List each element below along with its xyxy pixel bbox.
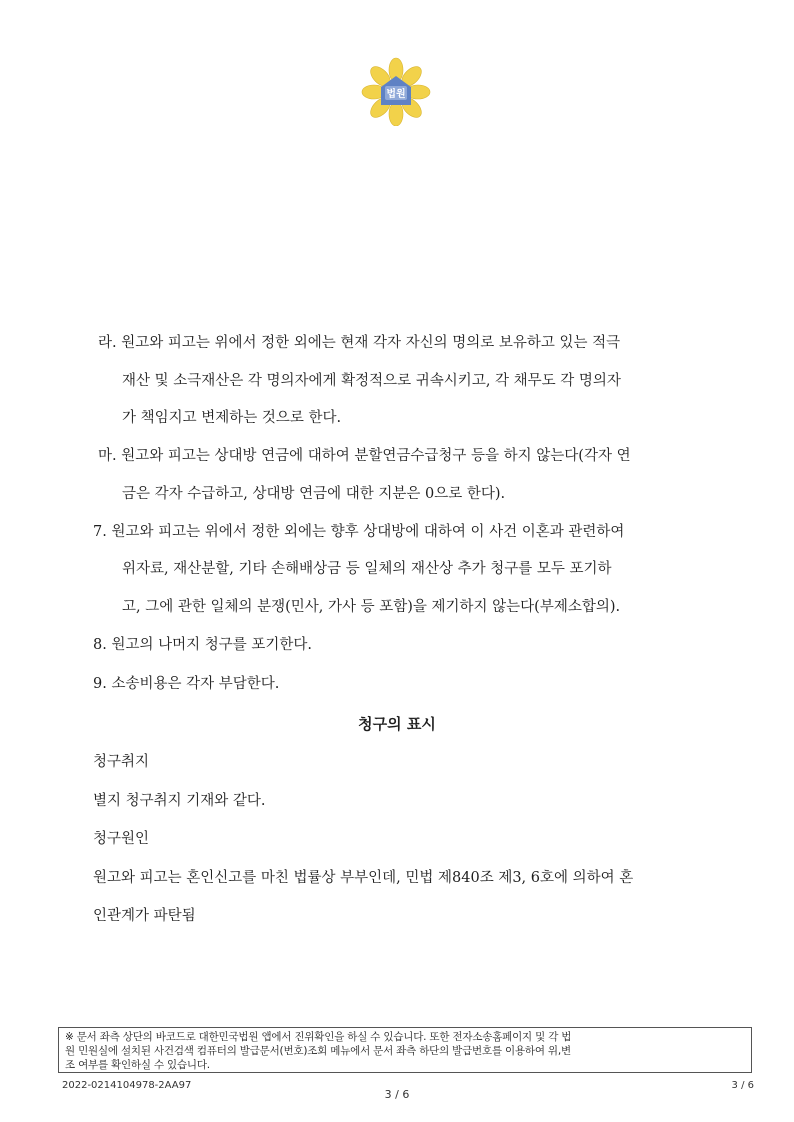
- item-9: 9. 소송비용은 각자 부담한다.: [93, 676, 280, 692]
- page-number-center: 3 / 6: [384, 1088, 410, 1101]
- item-7-line-2: 위자료, 재산분할, 기타 손해배상금 등 일체의 재산상 추가 청구를 모두 포기하: [122, 561, 612, 577]
- emblem-text: 법원: [386, 89, 406, 100]
- claim-purpose-label: 청구취지: [93, 754, 150, 770]
- claim-cause-line-2: 인관계가 파탄됨: [93, 908, 196, 924]
- notice-line-3: 조 여부를 확인하실 수 있습니다.: [65, 1059, 210, 1071]
- verification-notice-box: [58, 1027, 752, 1073]
- item-8: 8. 원고의 나머지 청구를 포기한다.: [93, 637, 312, 653]
- issue-number: 2022-0214104978-2AA97: [62, 1080, 192, 1091]
- item-ma-line-1: 마. 원고와 피고는 상대방 연금에 대하여 분할연금수급청구 등을 하지 않는다(각자 연: [98, 448, 631, 464]
- item-ra-line-1: 라. 원고와 피고는 위에서 정한 외에는 현재 각자 자신의 명의로 보유하고 있는 적극: [98, 335, 621, 351]
- item-ma-line-2: 금은 각자 수급하고, 상대방 연금에 대한 지분은 0으로 한다).: [122, 486, 506, 502]
- page-number-right: 3 / 6: [731, 1080, 754, 1091]
- notice-line-2: 원 민원실에 설치된 사건검색 컴퓨터의 발급문서(번호)조회 메뉴에서 문서 좌측 하단의 발급번호를 이용하여 위,변: [65, 1045, 571, 1057]
- claim-cause-label: 청구원인: [93, 831, 150, 847]
- item-7-line-1: 7. 원고와 피고는 위에서 정한 외에는 향후 상대방에 대하여 이 사건 이혼과 관련하여: [93, 524, 625, 540]
- court-emblem-logo: [358, 56, 434, 126]
- claim-purpose-text: 별지 청구취지 기재와 같다.: [93, 793, 266, 809]
- item-ra-line-3: 가 책임지고 변제하는 것으로 한다.: [122, 410, 342, 426]
- notice-line-1: ※ 문서 좌측 상단의 바코드로 대한민국법원 앱에서 진위확인을 하실 수 있습니다. 또한 전자소송홈페이지 및 각 법: [65, 1031, 572, 1043]
- item-7-line-3: 고, 그에 관한 일체의 분쟁(민사, 가사 등 포함)을 제기하지 않는다(부제소합의).: [122, 599, 621, 615]
- claim-cause-line-1: 원고와 피고는 혼인신고를 마친 법률상 부부인데, 민법 제840조 제3, 6호에 의하여 혼: [93, 870, 634, 886]
- section-heading: 청구의 표시: [358, 715, 436, 733]
- item-ra-line-2: 재산 및 소극재산은 각 명의자에게 확정적으로 귀속시키고, 각 채무도 각 명의자: [122, 373, 621, 389]
